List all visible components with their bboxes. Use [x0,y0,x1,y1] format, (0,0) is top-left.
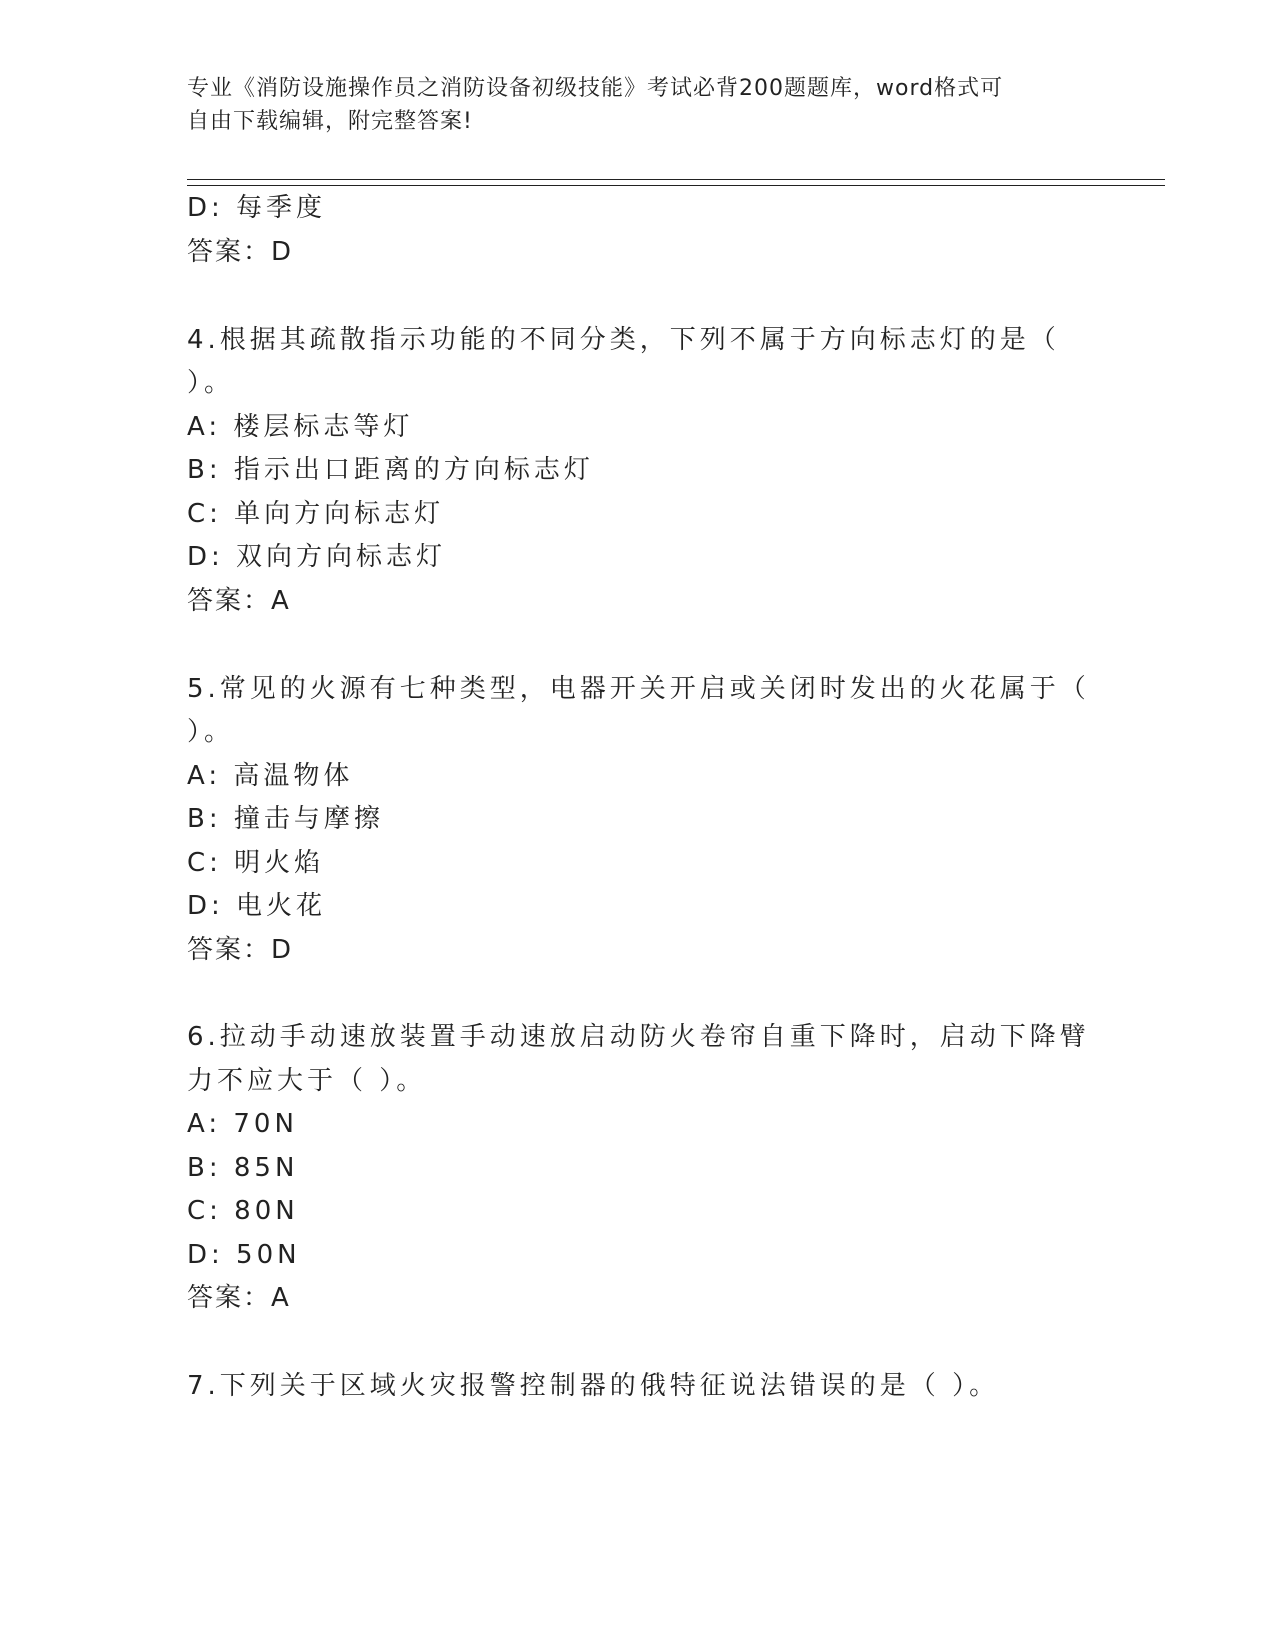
q4-stem-line-1: 4.根据其疏散指示功能的不同分类，下列不属于方向标志灯的是（ [187,325,1060,355]
q4-option-a: A: 楼层标志等灯 [187,412,414,442]
q4-option-d: D: 双向方向标志灯 [187,542,447,572]
q6-option-a: A: 70N [187,1109,298,1139]
q4-stem-line-2: ）。 [187,368,235,398]
q5-option-d: D: 电火花 [187,891,327,921]
header-divider-bottom [187,185,1165,186]
q5-stem-line-1: 5.常见的火源有七种类型，电器开关开启或关闭时发出的火花属于（ [187,674,1090,704]
q4-option-b: B: 指示出口距离的方向标志灯 [187,455,594,485]
prev-option-d: D: 每季度 [187,193,327,223]
q7-stem-line-1: 7.下列关于区域火灾报警控制器的俄特征说法错误的是（ ）。 [187,1371,1000,1401]
q5-answer: 答案：D [187,935,294,965]
q6-stem-line-2: 力不应大于（ ）。 [187,1066,427,1096]
prev-answer: 答案：D [187,237,294,267]
q6-answer: 答案：A [187,1283,291,1313]
header-divider-top [187,179,1165,180]
q5-option-c: C: 明火焰 [187,848,325,878]
q6-option-c: C: 80N [187,1196,299,1226]
q6-option-b: B: 85N [187,1153,299,1183]
q5-option-a: A: 高温物体 [187,761,354,791]
q4-answer: 答案：A [187,586,291,616]
document-header [187,72,1077,138]
q5-stem-line-2: ）。 [187,717,235,747]
q6-stem-line-1: 6.拉动手动速放装置手动速放启动防火卷帘自重下降时，启动下降臂 [187,1022,1090,1052]
q6-option-d: D: 50N [187,1240,301,1270]
header-title-line-1: 专业《消防设施操作员之消防设备初级技能》考试必背200题题库，word格式可 [187,76,1004,101]
q5-option-b: B: 撞击与摩擦 [187,804,384,834]
header-title-line-2: 自由下载编辑，附完整答案! [187,109,473,134]
q4-option-c: C: 单向方向标志灯 [187,499,445,529]
